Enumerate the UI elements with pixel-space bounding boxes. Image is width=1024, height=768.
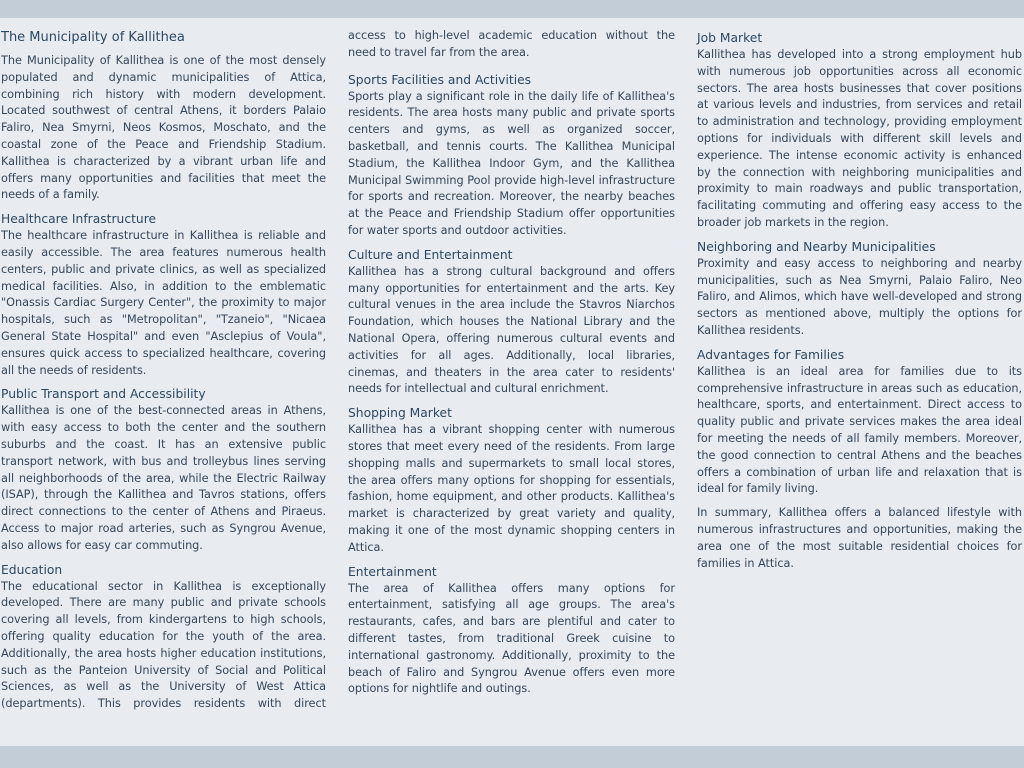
intro-paragraph: The Municipality of Kallithea is one of the most densely populated and dynamic municipalities of Attica, combining rich history with modern development. Located southwest of central Athens, it borders Palaio Faliro, Nea Smyrni, Neos Kosmos, Moschato, and the coastal zone of the Peace and Friendship Stadium. Kallithea is characterized by a vibrant urban life and offers many opportunities and facilities that meet the needs of a family.: [1, 54, 326, 202]
section-text: The healthcare infrastructure in Kallithea is reliable and easily accessible. The area features numerous health centers, public and private clinics, as well as specialized medical facilities. Also, in addition to the emblematic "Onassis Cardiac Surgery Center", the proximity to major hospitals, such as "Metropolitan", "Tzaneio", "Nicaea General State Hospital" and even "Asclepius of Voula", ensures quick access to specialized healthcare, covering all the needs of residents.: [1, 229, 326, 377]
section-text: The educational sector in Kallithea is exceptionally developed. There are many public and private schools covering all levels, from kindergartens to high schools, offering quality education for the youth of the area. Additionally, the area hosts higher education institutions, such as the Panteion University of Social and Political Sciences, as well as the University of West Attica (departments). This provides residents with direct: [1, 579, 326, 711]
section-shopping: [348, 405, 675, 556]
section-heading: Culture and Entertainment: [348, 247, 513, 262]
section-text: Kallithea has a strong cultural background and offers many opportunities for entertainment and the arts. Key cultural venues in the area include the Stavros Niarchos Foundation, which houses the National Library and the National Opera, offering numerous cultural events and activities for all ages. Additionally, local libraries, cinemas, and theaters in the area cater to residents' needs for intellectual and cultural enrichment.: [348, 264, 675, 396]
bottom-band: [0, 746, 1024, 768]
section-heading: Entertainment: [348, 564, 437, 579]
page-title: The Municipality of Kallithea: [1, 30, 185, 45]
section-entertainment: [348, 564, 675, 699]
section-text: In summary, Kallithea offers a balanced lifestyle with numerous infrastructures and opportunities, making the area one of the most suitable residential choices for families in Attica.: [697, 506, 1022, 570]
section-neighboring: [697, 239, 1022, 340]
section-heading: Sports Facilities and Activities: [348, 72, 532, 87]
section-text: Kallithea has a vibrant shopping center with numerous stores that meet every need of the residents. From large shopping malls and supermarkets to small local stores, the area offers many options for shopping for essentials, fashion, home equipment, and other products. Kallithea's market is characterized by great variety and quality, making it one of the most dynamic shopping centers in Attica.: [348, 423, 675, 554]
section-transport: [1, 386, 326, 554]
column-2: [348, 28, 675, 705]
section-education-continued: [348, 28, 675, 62]
section-text: Proximity and easy access to neighboring and nearby municipalities, such as Nea Smyrni, Palaio Faliro, Neo Faliro, and Alimos, which have well-developed and strong sectors as mentioned above, multiply the options for Kallithea residents.: [697, 256, 1022, 337]
section-heading: Public Transport and Accessibility: [1, 387, 206, 402]
section-summary: [697, 505, 1022, 572]
column-1: [1, 27, 326, 720]
section-heading: Advantages for Families: [697, 347, 845, 362]
section-heading: Job Market: [697, 31, 763, 45]
section-text: access to high-level academic education without the need to travel far from the area.: [348, 29, 675, 59]
section-heading: Shopping Market: [348, 406, 452, 421]
section-text: Kallithea is one of the best-connected areas in Athens, with easy access to both the center and the southern suburbs and the coast. It has an extensive public transport network, with bus and trolleybus lines serving all neighborhoods of the area, while the Electric Railway (ISAP), through the Kallithea and Tavros stations, offers direct connections to the center of Athens and Piraeus. Access to major road arteries, such as Syngrou Avenue, also allows for easy car commuting.: [1, 404, 326, 552]
section-education: [1, 562, 326, 713]
section-culture: [348, 247, 675, 398]
section-heading: Education: [1, 562, 63, 577]
section-healthcare: [1, 211, 326, 379]
section-heading: Neighboring and Nearby Municipalities: [697, 239, 936, 254]
section-text: The area of Kallithea offers many options for entertainment, satisfying all age groups. The area's restaurants, cafes, and bars are plentiful and cater to different tastes, from traditional Greek cuisine to international gastronomy. Additionally, proximity to the beach of Faliro and Syngrou Avenue offers even more options for nightlife and outings.: [348, 581, 675, 696]
section-job-market: [697, 30, 1022, 232]
section-sports: [348, 72, 675, 240]
section-text: Kallithea is an ideal area for families due to its comprehensive infrastructure in areas such as education, healthcare, sports, and entertainment. Direct access to quality public and private services makes the area ideal for meeting the needs of all family members. Moreover, the good connection to central Athens and the beaches offers a combination of urban life and relaxation that is ideal for family living.: [697, 364, 1022, 496]
section-text: Kallithea has developed into a strong employment hub with numerous job opportunities across all economic sectors. The area hosts businesses that cover positions at various levels and industries, from services and retail to administration and technology, providing employment options for individuals with different skill levels and experience. The intense economic activity is enhanced by the connection with neighboring municipalities and proximity to main roadways and public transportation, facilitating commuting and offering easy access to the broader job markets in the region.: [697, 48, 1022, 229]
column-3: [697, 30, 1022, 579]
section-families: [697, 347, 1022, 498]
section-text: Sports play a significant role in the daily life of Kallithea's residents. The area hosts many public and private sports centers and gyms, as well as organized soccer, basketball, and tennis courts. The Kallithea Municipal Stadium, the Kallithea Indoor Gym, and the Kallithea Municipal Swimming Pool provide high-level infrastructure for sports and recreation. Moreover, the nearby beaches at the Peace and Friendship Stadium offer opportunities for water sports and outdoor activities.: [348, 89, 675, 237]
section-heading: Healthcare Infrastructure: [1, 212, 157, 227]
top-band: [0, 0, 1024, 18]
